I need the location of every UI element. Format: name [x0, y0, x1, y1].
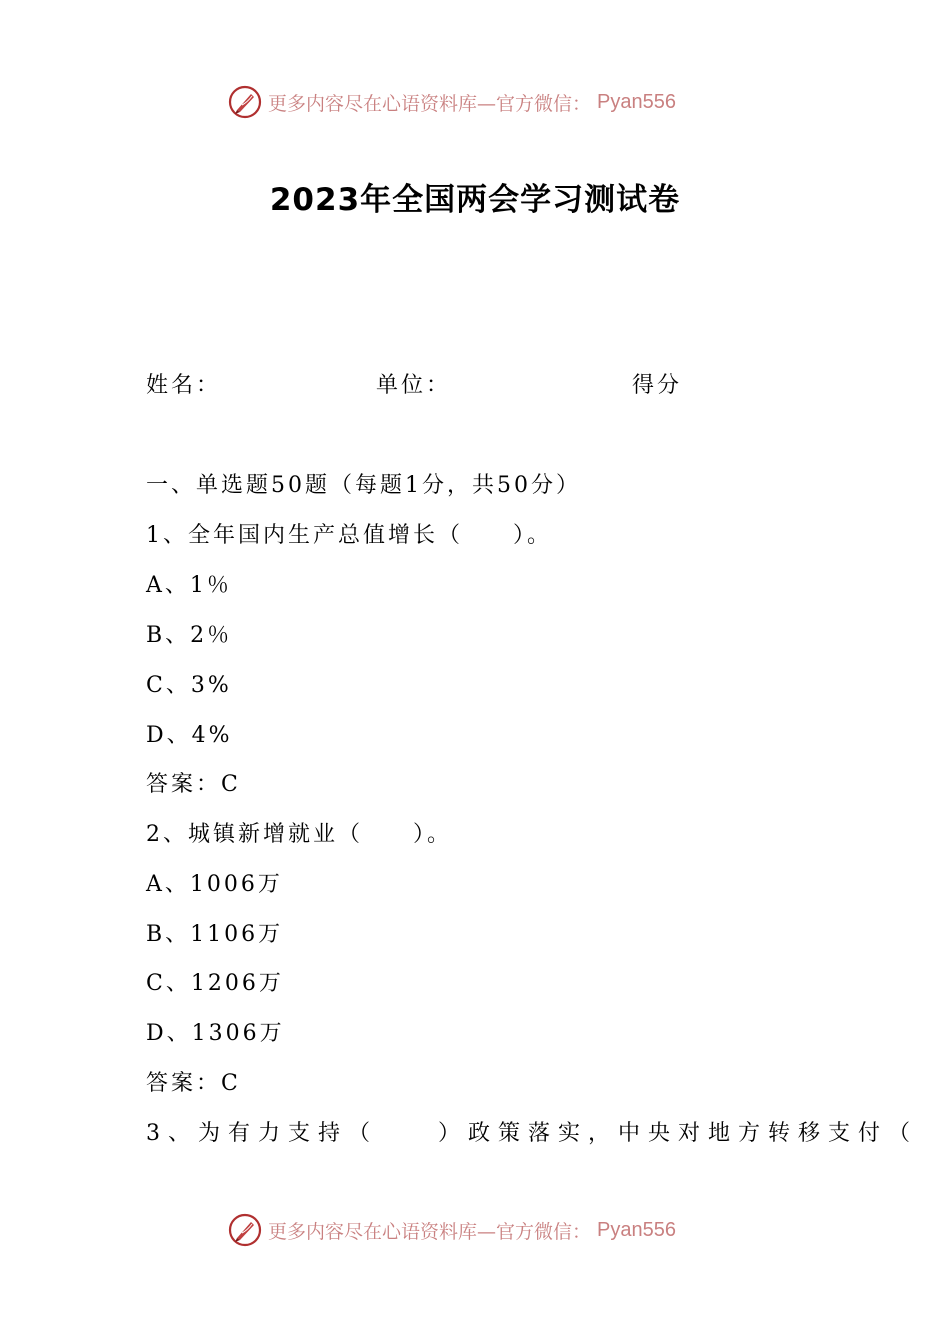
- quill-logo-icon: [228, 1213, 262, 1247]
- name-field-label: 姓名：: [146, 373, 222, 398]
- watermark-wechat-id: Pyan556: [597, 90, 676, 113]
- option-2c: C、1206万: [146, 971, 284, 996]
- option-1c: C、3%: [146, 673, 232, 698]
- question-3: 3、为有力支持（ ）政策落实，中央对地方转移支付（: [146, 1121, 918, 1146]
- answer-1: 答案：C: [146, 772, 241, 797]
- option-2b: B、1106万: [146, 922, 284, 947]
- option-2a: A、1006万: [146, 872, 283, 897]
- page-title: 2023年全国两会学习测试卷: [269, 182, 681, 218]
- option-1b: B、2％: [146, 623, 233, 648]
- watermark-text: 更多内容尽在心语资料库—官方微信：: [268, 92, 592, 115]
- answer-2: 答案：C: [146, 1071, 241, 1096]
- option-1a: A、1％: [146, 573, 232, 598]
- watermark-wechat-id: Pyan556: [597, 1218, 676, 1241]
- score-field-label: 得分: [632, 373, 683, 398]
- option-1d: D、4%: [146, 723, 233, 748]
- watermark-text: 更多内容尽在心语资料库—官方微信：: [268, 1220, 592, 1243]
- unit-field-label: 单位：: [376, 373, 452, 398]
- question-2: 2、城镇新增就业（ ）。: [146, 822, 452, 847]
- quill-logo-icon: [228, 85, 262, 119]
- option-2d: D、1306万: [146, 1021, 285, 1046]
- section-heading: 一、单选题50题（每题1分，共50分）: [146, 473, 581, 498]
- header-watermark: [228, 84, 676, 120]
- question-1: 1、全年国内生产总值增长（ ）。: [146, 523, 552, 548]
- footer-watermark: [228, 1212, 676, 1248]
